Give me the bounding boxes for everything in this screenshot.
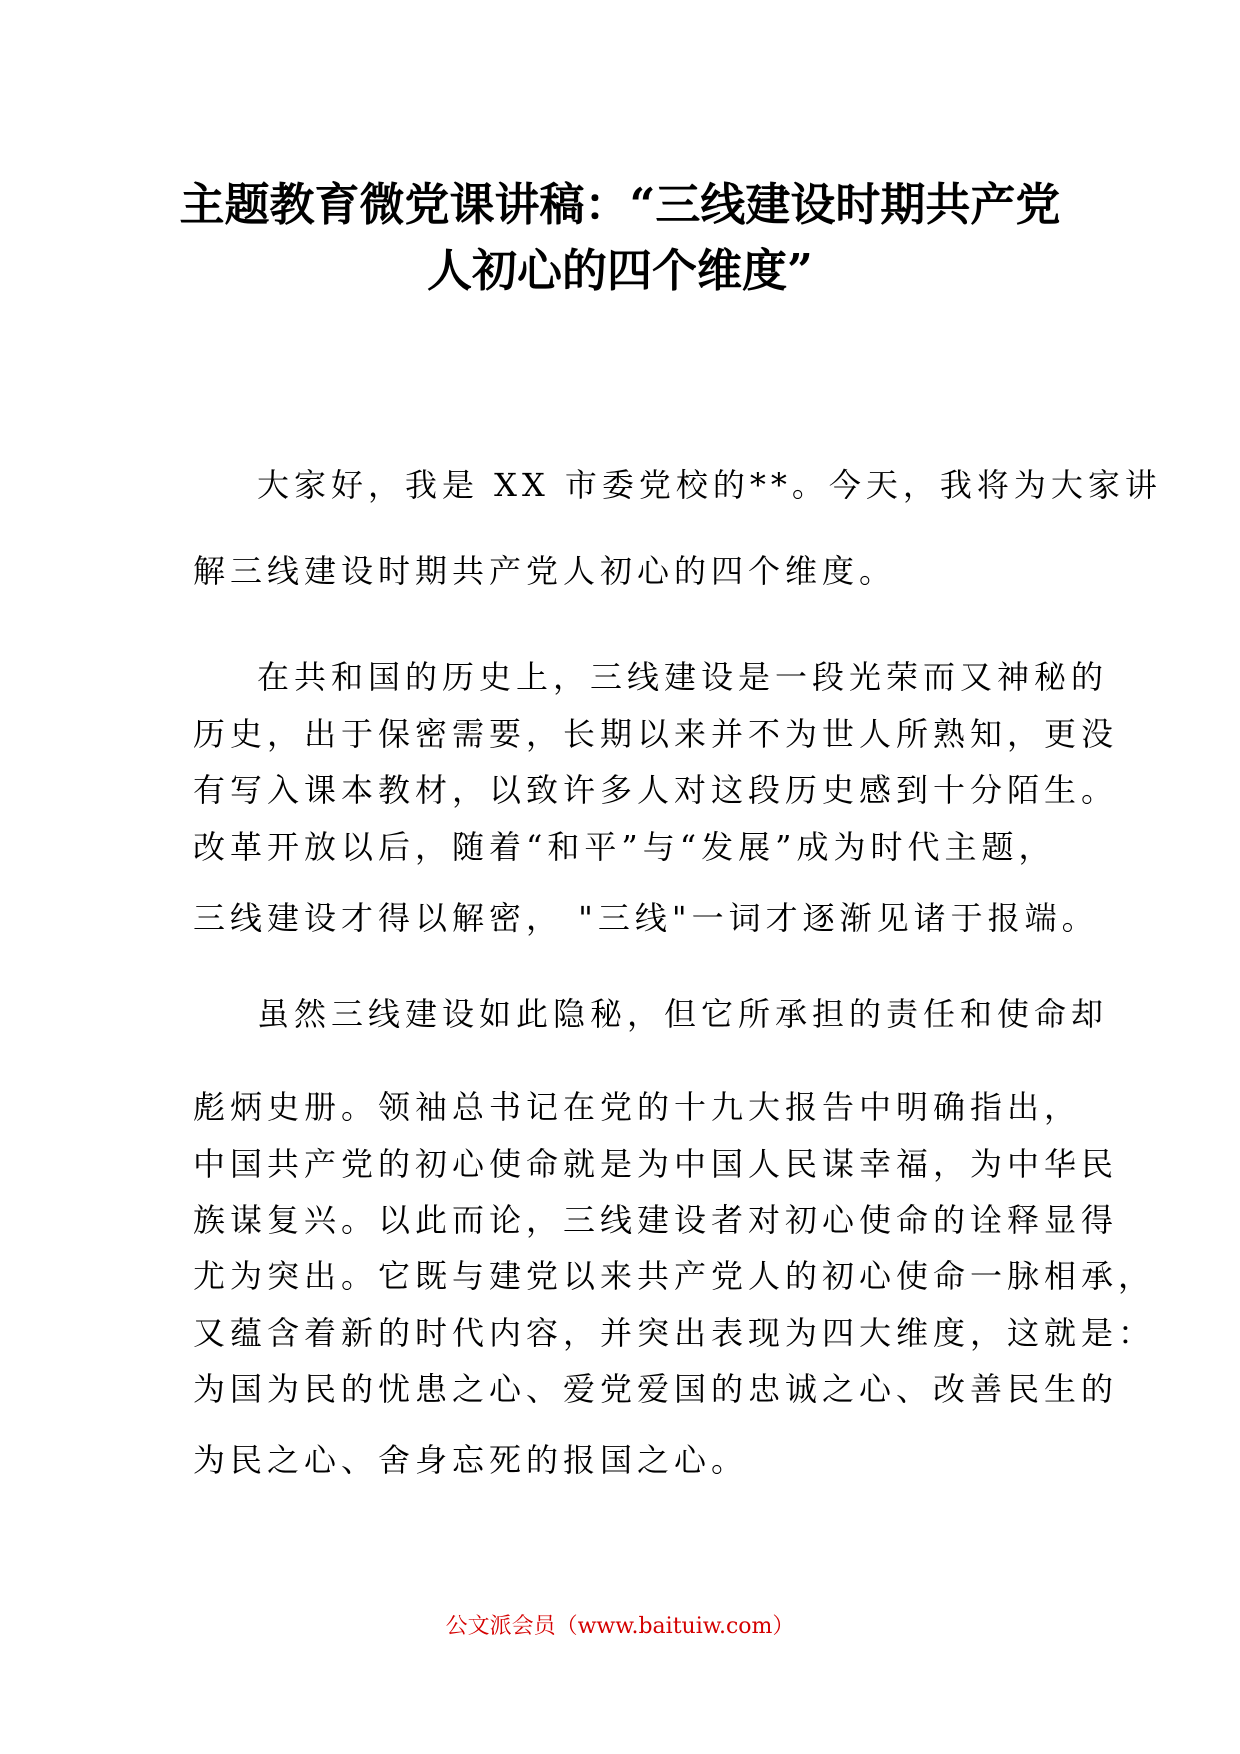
body-line: 虽然三线建设如此隐秘，但它所承担的责任和使命却 [257,995,1109,1033]
body-line: 在共和国的历史上，三线建设是一段光荣而又神秘的 [257,658,1109,696]
body-line: 为民之心、舍身忘死的报国之心。 [193,1441,749,1479]
footer-link[interactable]: 公文派会员（www.baituiw.com） [445,1614,795,1639]
body-line: 中国共产党的初心使命就是为中国人民谋幸福，为中华民 [193,1145,1119,1183]
body-line: 大家好，我是 XX 市委党校的**。今天，我将为大家讲 [257,466,1162,504]
document-title-line-1: 主题教育微党课讲稿：“三线建设时期共产党 [179,178,1061,231]
body-line: 改革开放以后，随着“和平”与“发展”成为时代主题， [193,828,1056,866]
body-line: 历史，出于保密需要，长期以来并不为世人所熟知，更没 [193,715,1119,753]
body-line: 有写入课本教材，以致许多人对这段历史感到十分陌生。 [193,771,1119,809]
document-title-line-2: 人初心的四个维度” [427,244,813,297]
body-line: 解三线建设时期共产党人初心的四个维度。 [193,552,897,590]
body-line: 彪炳史册。领袖总书记在党的十九大报告中明确指出， [193,1088,1082,1126]
body-line: 为国为民的忧患之心、爱党爱国的忠诚之心、改善民生的 [193,1370,1119,1408]
body-line: 族谋复兴。以此而论，三线建设者对初心使命的诠释显得 [193,1201,1119,1239]
body-line: 又蕴含着新的时代内容，并突出表现为四大维度，这就是： [193,1314,1156,1352]
body-line: 尤为突出。它既与建党以来共产党人的初心使命一脉相承， [193,1257,1156,1295]
body-line: 三线建设才得以解密， "三线"一词才逐渐见诸于报端。 [193,899,1099,937]
footer-watermark [0,1612,1240,1642]
